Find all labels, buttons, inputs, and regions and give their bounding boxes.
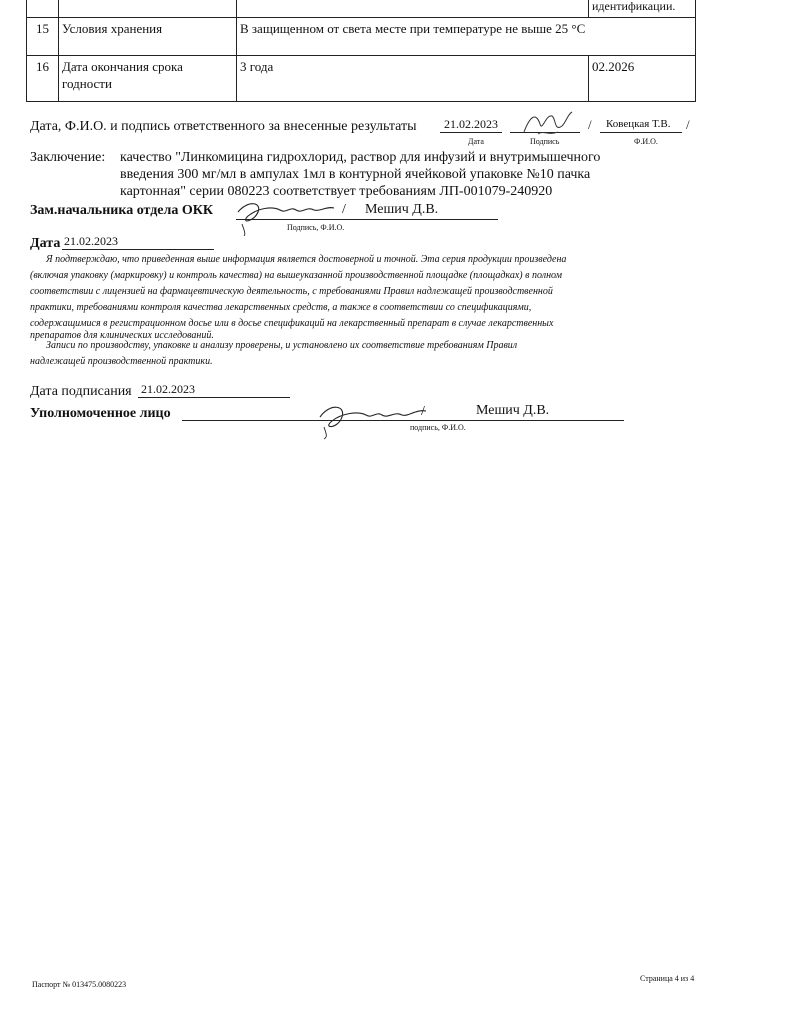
- caption-date: Дата: [468, 137, 484, 146]
- table-cell: идентификации.: [589, 0, 696, 18]
- responsible-name: Ковецкая Т.В.: [606, 118, 671, 130]
- conclusion-label: Заключение:: [30, 150, 106, 165]
- row-value: В защищенном от света месте при температуре не выше 25 °С: [237, 18, 696, 56]
- authorized-name: Мешич Д.В.: [476, 403, 550, 418]
- deputy-date: 21.02.2023: [64, 234, 118, 248]
- passport-number: Паспорт № 013475.0080223: [32, 980, 127, 989]
- statement-line: Я подтверждаю, что приведенная выше информация является достоверной и точной. Эта серия продукции произведена: [46, 254, 567, 265]
- deputy-caption: Подпись, Ф.И.О.: [287, 223, 345, 232]
- row-ref: 02.2026: [589, 56, 696, 102]
- deputy-date-label: Дата: [30, 236, 61, 251]
- authorized-person-label: Уполномоченное лицо: [30, 406, 171, 421]
- table-cell: [27, 0, 59, 18]
- statement-line: Записи по производству, упаковке и анализу проверены, и установлено их соответствие требованиям Правил: [46, 340, 518, 351]
- table-cell: [237, 0, 589, 18]
- deputy-date-underline: [62, 249, 214, 250]
- caption-fio: Ф.И.О.: [634, 137, 658, 146]
- signing-date: 21.02.2023: [141, 382, 195, 396]
- row-value: 3 года: [237, 56, 589, 102]
- row-name: Условия хранения: [59, 18, 237, 56]
- responsible-date: 21.02.2023: [444, 117, 498, 131]
- table-cell: [59, 0, 237, 18]
- caption-sign: Подпись: [530, 137, 560, 146]
- statement-line: практики, требованиями контроля качества лекарственных средств, а также в соответствии со спецификациями,: [30, 302, 532, 313]
- responsible-label: Дата, Ф.И.О. и подпись ответственного за внесенные результаты: [30, 119, 417, 134]
- deputy-name: Мешич Д.В.: [365, 202, 439, 217]
- statement-line: (включая упаковку (маркировку) и контроль качества) на вышеуказанной производственной площадке (площадках) в полном: [30, 270, 563, 281]
- row-number: 15: [27, 18, 59, 56]
- statement-line: препаратов для клинических исследований.: [30, 330, 214, 341]
- date-underline: [440, 132, 502, 133]
- separator: /: [588, 117, 592, 132]
- deputy-underline: [236, 219, 498, 220]
- table-row: [27, 18, 696, 56]
- signing-date-label: Дата подписания: [30, 384, 132, 399]
- authorized-caption: подпись, Ф.И.О.: [410, 423, 466, 432]
- page-number: Страница 4 из 4: [640, 974, 695, 983]
- statement-line: содержащимися в регистрационном досье или в досье спецификаций на лекарственный препарат в случае лекарственных: [30, 318, 554, 329]
- separator: /: [342, 202, 346, 217]
- signature-kovetskaya: [518, 106, 578, 140]
- table-row: [27, 56, 696, 102]
- deputy-label: Зам.начальника отдела ОКК: [30, 203, 214, 218]
- specification-table: [26, 0, 696, 102]
- conclusion-line: введения 300 мг/мл в ампулах 1мл в контурной ячейковой упаковке №10 пачка: [120, 167, 591, 182]
- signing-date-underline: [138, 397, 290, 398]
- conclusion-line: качество "Линкомицина гидрохлорид, раствор для инфузий и внутримышечного: [120, 150, 601, 165]
- separator: /: [421, 404, 425, 419]
- row-name: Дата окончания срока годности: [59, 56, 237, 102]
- statement-line: надлежащей производственной практики.: [30, 356, 213, 367]
- name-underline: [600, 132, 682, 133]
- conclusion-line: картонная" серии 080223 соответствует требованиям ЛП-001079-240920: [120, 184, 553, 199]
- table-row: [27, 0, 696, 18]
- row-number: 16: [27, 56, 59, 102]
- separator: /: [686, 117, 690, 132]
- statement-line: соответствии с лицензией на фармацевтическую деятельность, с требованиями Правил надлежащей производственной: [30, 286, 553, 297]
